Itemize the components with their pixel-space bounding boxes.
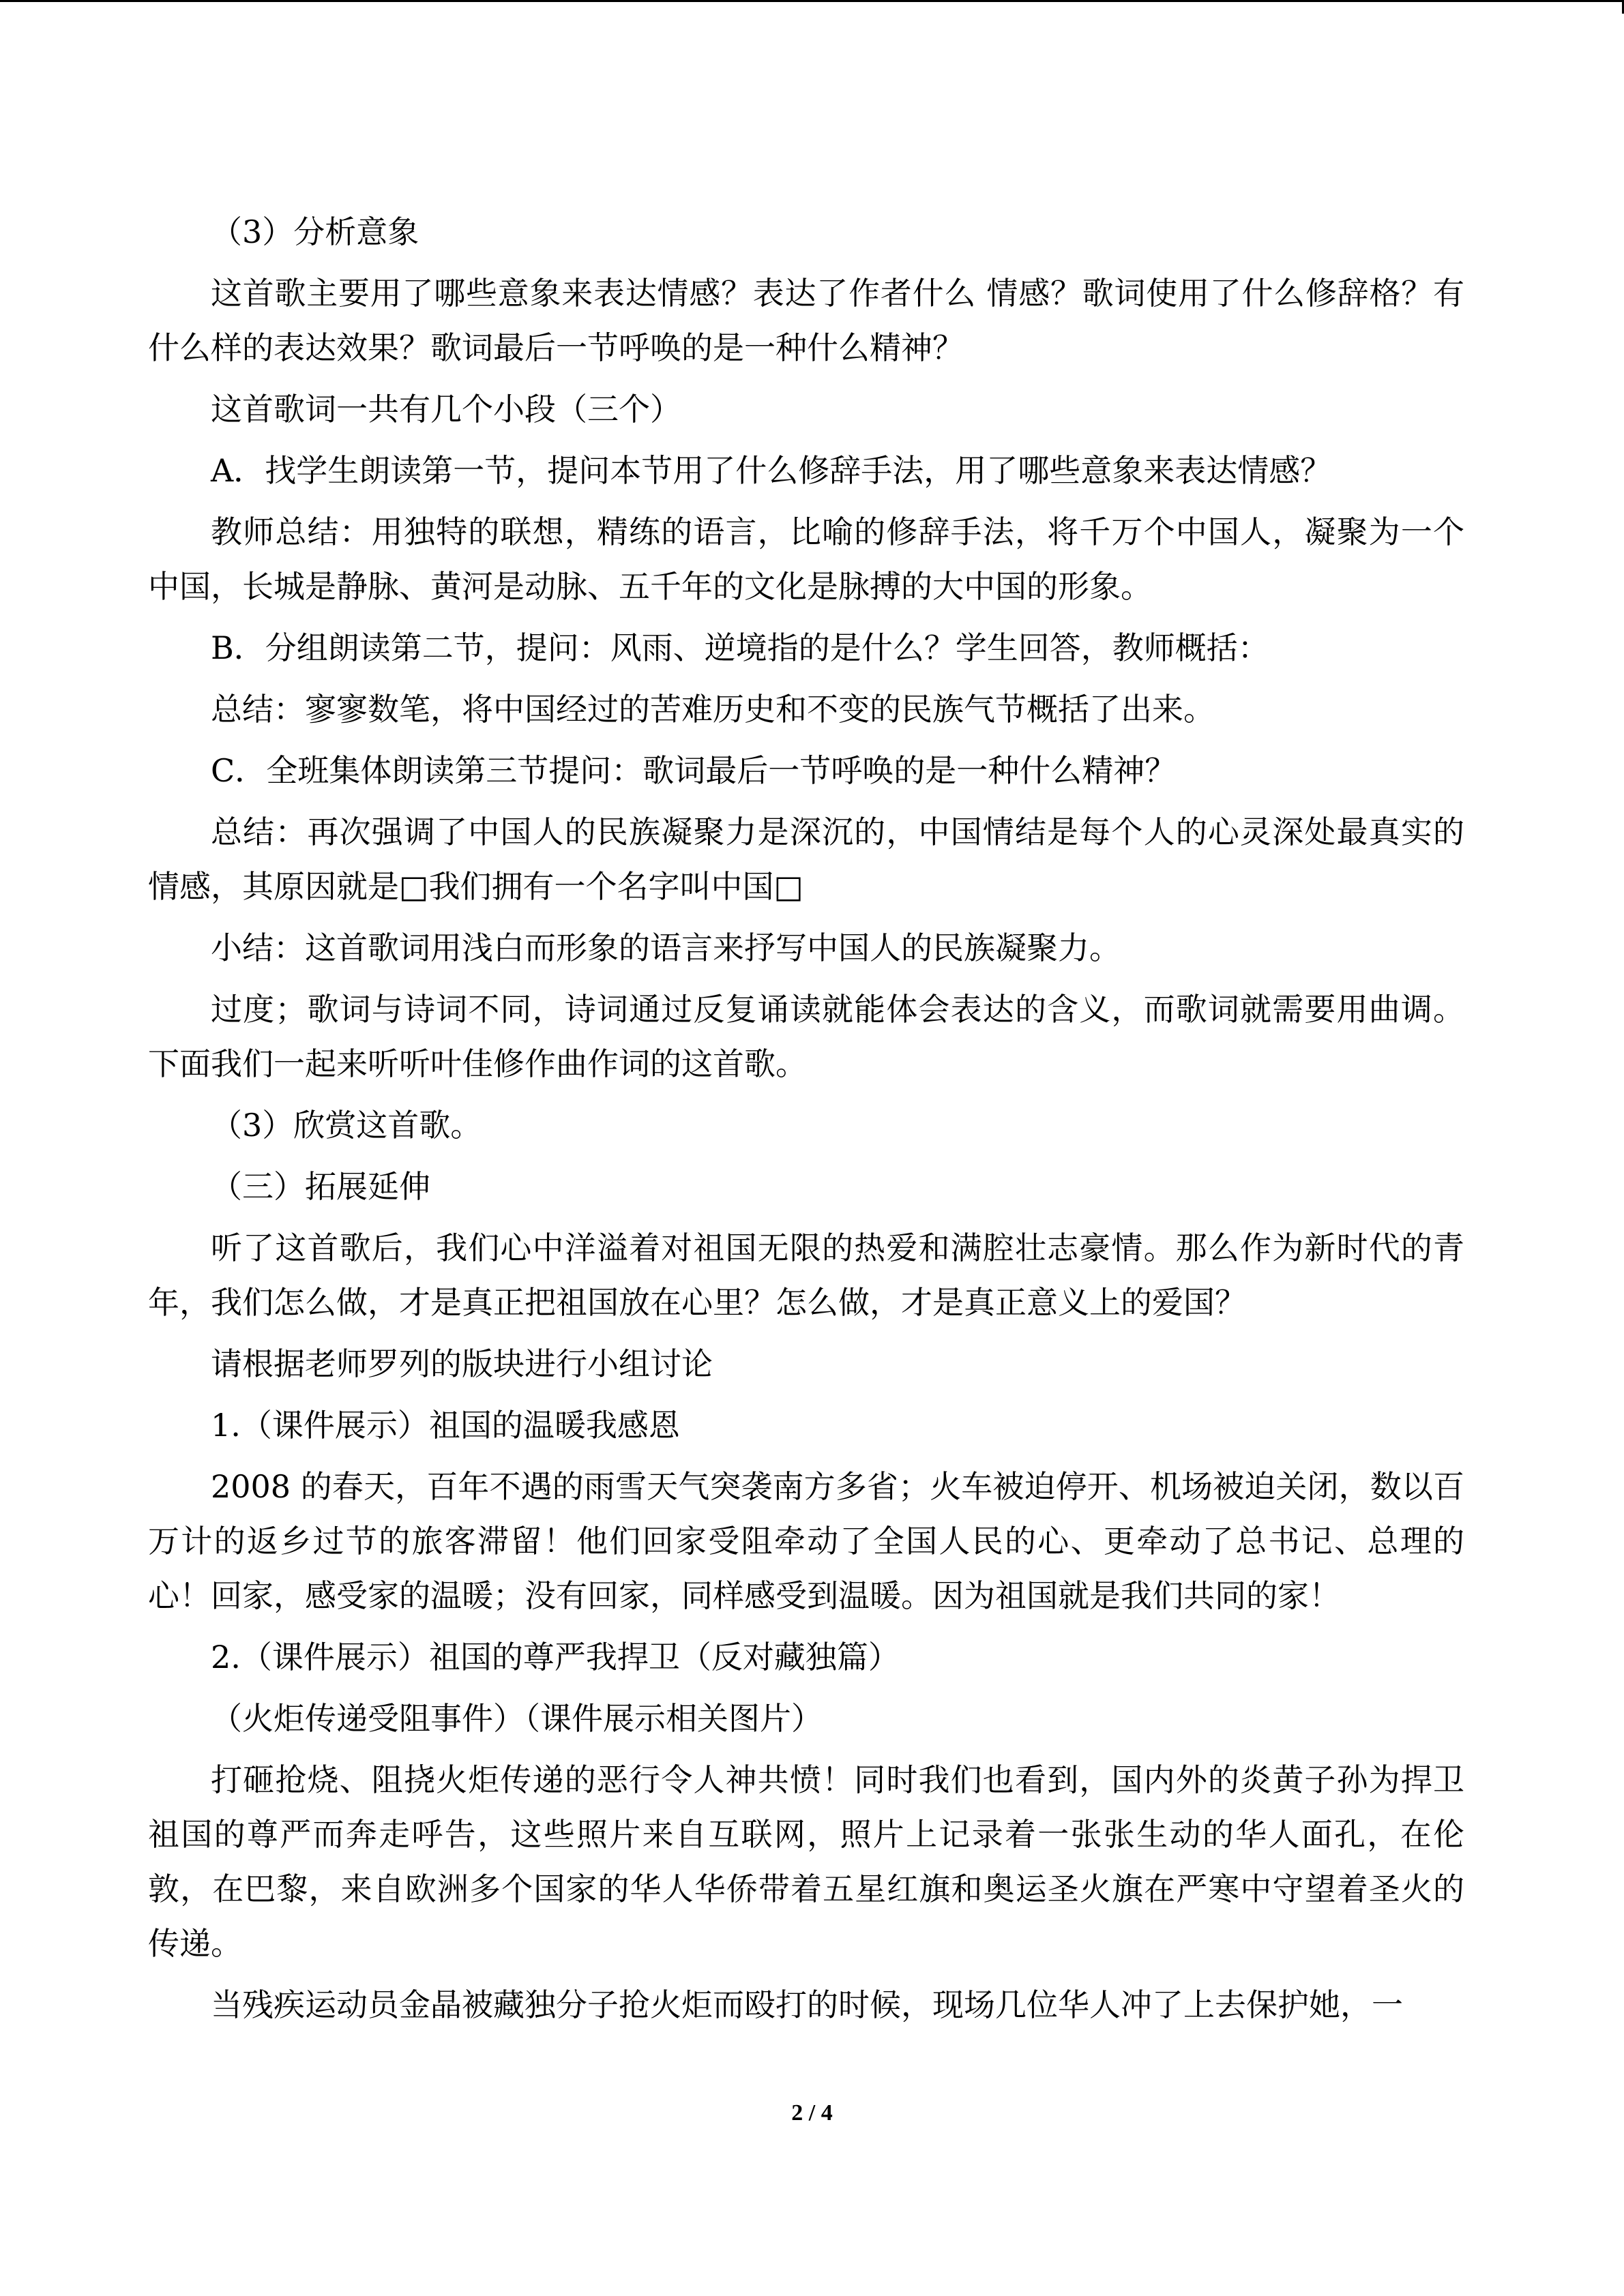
paragraph: 过度；歌词与诗词不同，诗词通过反复诵读就能体会表达的含义，而歌词就需要用曲调。下面我们一起来听听叶佳修作曲作词的这首歌。 (148, 991, 1464, 1082)
paragraph: 请根据老师罗列的版块进行小组讨论 (211, 1345, 713, 1382)
paragraph: 这首歌主要用了哪些意象来表达情感？表达了作者什么 情感？歌词使用了什么修辞格？有什么样的表达效果？歌词最后一节呼唤的是一种什么精神？ (148, 275, 1464, 366)
paragraph: （3）欣赏这首歌。 (211, 1107, 482, 1144)
paragraph: 听了这首歌后，我们心中洋溢着对祖国无限的热爱和满腔壮志豪情。那么作为新时代的青年，我们怎么做，才是真正把祖国放在心里？怎么做，才是真正意义上的爱国？ (148, 1229, 1464, 1321)
paragraph: 2.（课件展示）祖国的尊严我捍卫（反对藏独篇） (211, 1639, 900, 1675)
paragraph: 打砸抢烧、阻挠火炬传递的恶行令人神共愤！同时我们也看到，国内外的炎黄子孙为捍卫祖国的尊严而奔走呼告，这些照片来自互联网，照片上记录着一张张生动的华人面孔，在伦敦，在巴黎，来自欧洲多个国家的华人华侨带着五星红旗和奥运圣火旗在严寒中守望着圣火的传递。 (148, 1761, 1464, 1962)
paragraph: A．找学生朗读第一节，提问本节用了什么修辞手法，用了哪些意象来表达情感？ (211, 452, 1332, 489)
paragraph: 小结：这首歌词用浅白而形象的语言来抒写中国人的民族凝聚力。 (211, 929, 1121, 966)
document-body (148, 205, 1464, 2039)
paragraph: 2008 的春天，百年不遇的雨雪天气突袭南方多省；火车被迫停开、机场被迫关闭，数以百万计的返乡过节的旅客滞留！他们回家受阻牵动了全国人民的心、更牵动了总书记、总理的心！回家，感受家的温暖；没有回家，同样感受到温暖。因为祖国就是我们共同的家！ (148, 1468, 1464, 1614)
paragraph: 总结：再次强调了中国人的民族凝聚力是深沉的，中国情结是每个人的心灵深处最真实的情感，其原因就是□我们拥有一个名字叫中国□ (148, 814, 1464, 905)
paragraph: 总结：寥寥数笔，将中国经过的苦难历史和不变的民族气节概括了出来。 (211, 691, 1215, 728)
paragraph: 这首歌词一共有几个小段（三个） (211, 391, 681, 428)
top-border-line (0, 0, 1624, 2)
paragraph: （火炬传递受阻事件）（课件展示相关图片） (211, 1700, 823, 1737)
paragraph: C．全班集体朗读第三节提问：歌词最后一节呼唤的是一种什么精神？ (211, 752, 1177, 789)
paragraph: 1.（课件展示）祖国的温暖我感恩 (211, 1407, 680, 1444)
paragraph: （三）拓展延伸 (211, 1168, 430, 1205)
paragraph: 教师总结：用独特的联想，精练的语言，比喻的修辞手法，将千万个中国人，凝聚为一个中国，长城是静脉、黄河是动脉、五千年的文化是脉搏的大中国的形象。 (148, 513, 1464, 605)
page-number: 2 / 4 (791, 2100, 833, 2126)
paragraph: （3）分析意象 (211, 213, 419, 250)
paragraph: 当残疾运动员金晶被藏独分子抢火炬而殴打的时候，现场几位华人冲了上去保护她，一 (211, 1986, 1403, 2023)
paragraph: B．分组朗读第二节，提问：风雨、逆境指的是什么？学生回答，教师概括： (211, 629, 1269, 666)
